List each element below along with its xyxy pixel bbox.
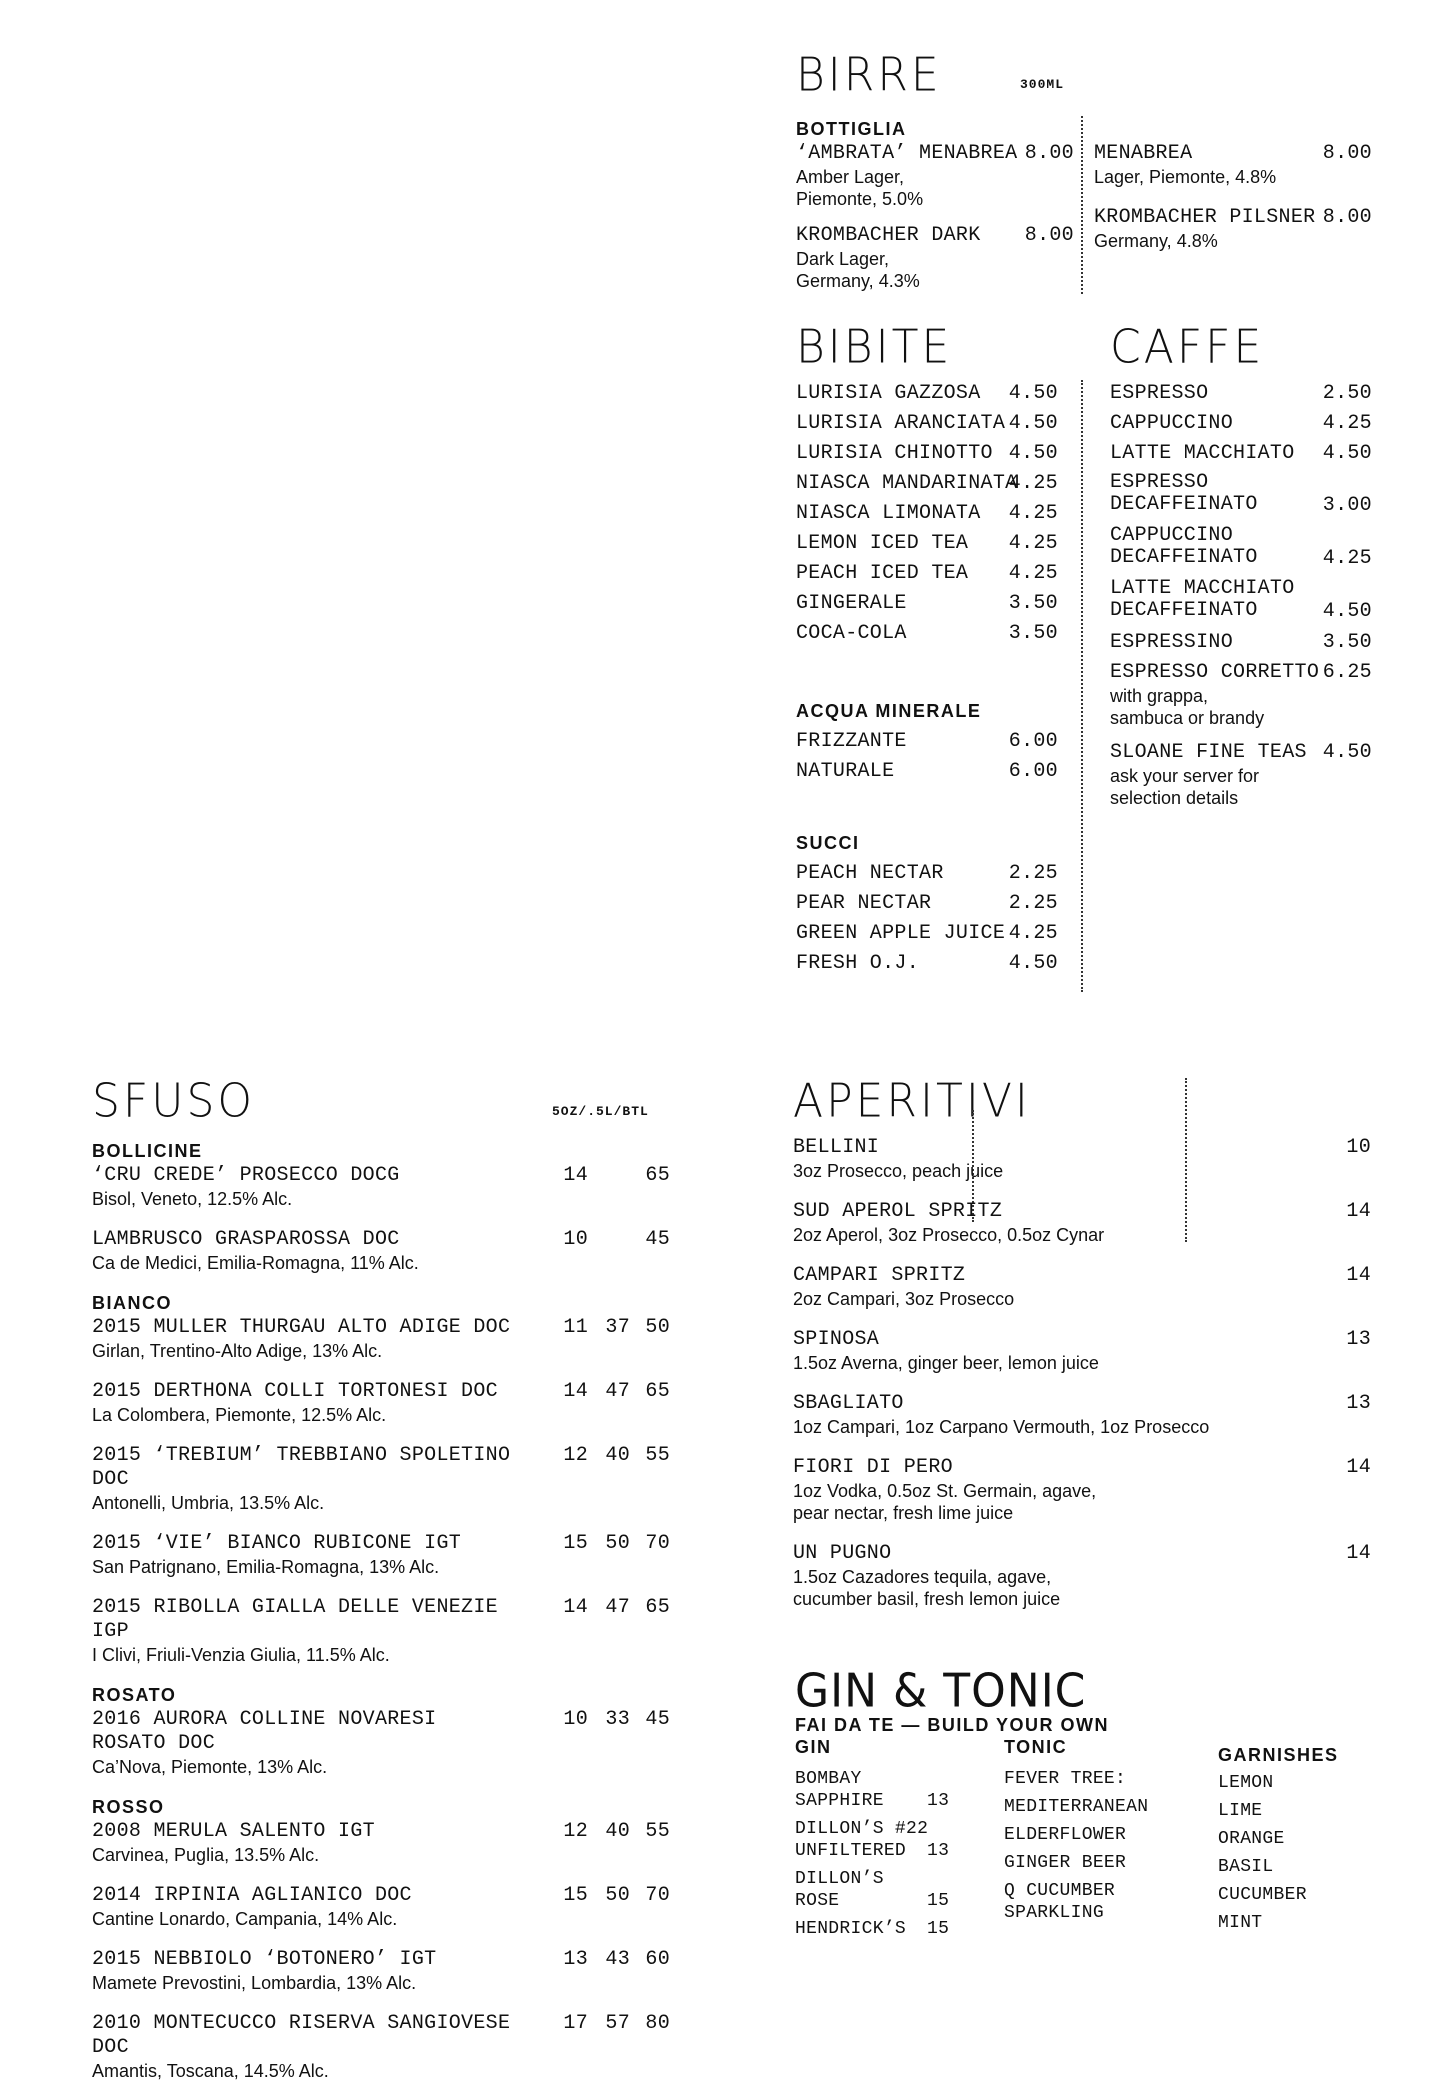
gin-price: 15 [927,1891,950,1911]
drink-name: PEACH ICED TEA [796,562,969,585]
wine-name: 2016 AURORA COLLINE NOVARESI ROSATO DOC [92,1708,437,1755]
drink-item [796,382,1058,412]
beer-name: ‘AMBRATA’ MENABREA [796,142,1018,165]
wine-price-5oz: 14 [563,1380,588,1403]
coffee-name: LATTE MACCHIATO [1110,577,1295,600]
coffee-name: DECAFFEINATO [1110,493,1258,516]
beer-item [1094,142,1372,188]
coffee-item [1110,661,1372,741]
aperitivo-item [793,1200,1371,1246]
wine-item [92,1228,670,1274]
gin-name: SAPPHIRE [795,1791,884,1811]
garnish-column [1218,1772,1358,1934]
wine-name: 2015 RIBOLLA GIALLA DELLE VENEZIE IGP [92,1596,498,1643]
wine-category-heading: ROSATO [92,1685,177,1705]
aperitivo-name: FIORI DI PERO [793,1456,953,1479]
drink-name: NATURALE [796,760,895,783]
wine-price-bottle: 80 [645,2012,670,2035]
coffee-name: CAPPUCCINO [1110,524,1234,547]
wine-price-5oz: 10 [563,1708,588,1731]
birre-size-note: 300ML [1020,77,1065,92]
wine-item [92,2012,670,2082]
coffee-price: 4.50 [1322,741,1372,764]
drink-price: 4.25 [1008,532,1058,555]
aperitivo-price: 13 [1346,1328,1371,1351]
garnishes-heading: GARNISHES [1218,1745,1339,1765]
wine-desc: Carvinea, Puglia, 13.5% Alc. [92,1845,320,1865]
wine-desc: Bisol, Veneto, 12.5% Alc. [92,1189,293,1209]
gin-item [795,1818,955,1868]
tonic-item: ELDERFLOWER [1004,1825,1127,1845]
wine-price-half-liter: 40 [605,1444,630,1467]
wine-item [92,1164,670,1210]
beer-desc: Lager, Piemonte, 4.8% [1094,167,1277,187]
garnish-item: BASIL [1218,1857,1274,1877]
drink-name: LURISIA CHINOTTO [796,442,993,465]
drink-name: GREEN APPLE JUICE [796,922,1006,945]
drink-item [796,562,1058,592]
coffee-price: 4.25 [1322,412,1372,435]
caffe-list [1110,382,1372,811]
coffee-desc: selection details [1110,788,1239,808]
coffee-name: ESPRESSO [1110,471,1209,494]
coffee-item [1110,525,1372,578]
aperitivi-list [793,1136,1371,1628]
wine-name: LAMBRUSCO GRASPAROSSA DOC [92,1228,400,1251]
sfuso-size-note: 5OZ/.5L/BTL [552,1104,649,1119]
tonic-item: SPARKLING [1004,1903,1104,1923]
wine-desc: Amantis, Toscana, 14.5% Alc. [92,2061,329,2081]
wine-price-half-liter: 40 [605,1820,630,1843]
gin-price: 15 [927,1919,950,1939]
coffee-item [1110,578,1372,631]
wine-category-heading: BIANCO [92,1293,172,1313]
wine-desc: Cantine Lonardo, Campania, 14% Alc. [92,1909,398,1929]
drink-item [796,760,1058,790]
drink-price: 2.25 [1008,892,1058,915]
wine-price-5oz: 15 [563,1532,588,1555]
aperitivo-item [793,1328,1371,1374]
aperitivo-price: 14 [1346,1264,1371,1287]
coffee-price: 2.50 [1322,382,1372,405]
wine-price-half-liter: 47 [605,1380,630,1403]
drink-price: 3.50 [1008,592,1058,615]
wine-price-bottle: 45 [645,1228,670,1251]
gin-name: DILLON’S #22 [795,1819,929,1839]
wine-price-bottle: 55 [645,1820,670,1843]
aperitivo-item [793,1264,1371,1310]
wine-item [92,1820,670,1866]
drink-item [796,502,1058,532]
coffee-price: 3.00 [1322,494,1372,517]
drink-item [796,952,1058,982]
wine-price-5oz: 14 [563,1164,588,1187]
wine-desc: La Colombera, Piemonte, 12.5% Alc. [92,1405,387,1425]
gin-name: BOMBAY [795,1769,862,1789]
drink-name: FRIZZANTE [796,730,907,753]
drink-price: 4.50 [1008,442,1058,465]
drink-price: 4.50 [1008,952,1058,975]
beer-price: 8.00 [1024,142,1074,165]
drink-name: COCA-COLA [796,622,907,645]
aperitivo-desc: 1.5oz Averna, ginger beer, lemon juice [793,1353,1099,1373]
aperitivo-price: 14 [1346,1456,1371,1479]
wine-name: ‘CRU CREDE’ PROSECCO DOCG [92,1164,400,1187]
drink-price: 4.25 [1008,922,1058,945]
gin-tonic-title: GIN & TONIC [795,1664,1087,1719]
wine-price-bottle: 60 [645,1948,670,1971]
wine-desc: Girlan, Trentino-Alto Adige, 13% Alc. [92,1341,383,1361]
aperitivo-desc: 2oz Aperol, 3oz Prosecco, 0.5oz Cynar [793,1225,1105,1245]
beer-desc: Piemonte, 5.0% [796,189,924,209]
beer-desc: Amber Lager, [796,167,905,187]
wine-name: 2014 IRPINIA AGLIANICO DOC [92,1884,412,1907]
wine-item [92,1532,670,1578]
garnish-item: ORANGE [1218,1829,1285,1849]
wine-item [92,1708,670,1778]
beer-price: 8.00 [1024,224,1074,247]
aperitivo-name: SBAGLIATO [793,1392,904,1415]
coffee-price: 3.50 [1322,631,1372,654]
aperitivo-price: 14 [1346,1542,1371,1565]
drink-name: PEAR NECTAR [796,892,932,915]
beer-price: 8.00 [1322,206,1372,229]
wine-price-5oz: 17 [563,2012,588,2035]
drink-item [796,442,1058,472]
coffee-price: 6.25 [1322,661,1372,684]
aperitivo-desc: pear nectar, fresh lime juice [793,1503,1014,1523]
coffee-name: CAPPUCCINO [1110,412,1234,435]
beer-item [1094,206,1372,252]
wine-price-bottle: 70 [645,1532,670,1555]
sfuso-title: SFUSO [92,1074,256,1129]
drink-name: LEMON ICED TEA [796,532,969,555]
wine-name: 2015 MULLER THURGAU ALTO ADIGE DOC [92,1316,511,1339]
drink-name: PEACH NECTAR [796,862,944,885]
coffee-desc: ask your server for [1110,766,1260,786]
aperitivo-name: SPINOSA [793,1328,880,1351]
wine-desc: Ca de Medici, Emilia-Romagna, 11% Alc. [92,1253,419,1273]
aperitivo-item [793,1136,1371,1182]
garnish-item: MINT [1218,1913,1263,1933]
coffee-item [1110,412,1372,442]
wine-price-half-liter: 33 [605,1708,630,1731]
wine-item [92,1948,670,1994]
gin-name: UNFILTERED [795,1841,907,1861]
wine-name: 2015 ‘TREBIUM’ TREBBIANO SPOLETINO DOC [92,1444,511,1491]
aperitivo-price: 10 [1346,1136,1371,1159]
coffee-name: SLOANE FINE TEAS [1110,741,1307,764]
wine-name: 2015 ‘VIE’ BIANCO RUBICONE IGT [92,1532,462,1555]
drink-price: 4.25 [1008,562,1058,585]
coffee-name: DECAFFEINATO [1110,546,1258,569]
bibite-title: BIBITE [796,320,953,375]
bibite-list [796,382,1058,652]
aperitivo-desc: cucumber basil, fresh lemon juice [793,1589,1061,1609]
beer-price: 8.00 [1322,142,1372,165]
drink-price: 4.25 [1008,472,1058,495]
acqua-list [796,730,1058,790]
coffee-name: LATTE MACCHIATO [1110,442,1295,465]
beer-name: MENABREA [1094,142,1193,165]
drink-item [796,412,1058,442]
aperitivo-name: BELLINI [793,1136,880,1159]
coffee-item [1110,631,1372,661]
drink-item [796,622,1058,652]
wine-price-5oz: 12 [563,1820,588,1843]
gin-item [795,1868,955,1918]
aperitivo-name: SUD APEROL SPRITZ [793,1200,1003,1223]
wine-desc: Antonelli, Umbria, 13.5% Alc. [92,1493,325,1513]
wine-name: 2015 DERTHONA COLLI TORTONESI DOC [92,1380,498,1403]
tonic-item: Q CUCUMBER [1004,1881,1116,1901]
drink-price: 3.50 [1008,622,1058,645]
aperitivo-desc: 3oz Prosecco, peach juice [793,1161,1004,1181]
drink-name: NIASCA MANDARINATA [796,472,1018,495]
wine-desc: I Clivi, Friuli-Venzia Giulia, 11.5% Alc. [92,1645,390,1665]
beer-desc: Dark Lager, [796,249,890,269]
drink-price: 2.25 [1008,862,1058,885]
wine-price-half-liter: 43 [605,1948,630,1971]
wine-price-bottle: 45 [645,1708,670,1731]
wine-price-5oz: 12 [563,1444,588,1467]
coffee-name: ESPRESSO [1110,382,1209,405]
gin-item [795,1918,955,1944]
caffe-title: CAFFE [1110,320,1265,375]
wine-price-bottle: 70 [645,1884,670,1907]
wine-price-half-liter: 47 [605,1596,630,1619]
drink-item [796,472,1058,502]
wine-price-bottle: 65 [645,1164,670,1187]
wine-item [92,1380,670,1426]
gin-price: 13 [927,1841,950,1861]
coffee-item [1110,741,1372,811]
drink-price: 6.00 [1008,760,1058,783]
wine-price-bottle: 55 [645,1444,670,1467]
garnish-item: LEMON [1218,1773,1274,1793]
aperitivi-title: APERITIVI [793,1074,1031,1129]
wine-name: 2008 MERULA SALENTO IGT [92,1820,375,1843]
coffee-name: DECAFFEINATO [1110,599,1258,622]
coffee-price: 4.25 [1322,547,1372,570]
gin-item [795,1768,955,1818]
wine-price-half-liter: 50 [605,1884,630,1907]
aperitivo-name: CAMPARI SPRITZ [793,1264,966,1287]
wine-price-half-liter: 37 [605,1316,630,1339]
wine-name: 2015 NEBBIOLO ‘BOTONERO’ IGT [92,1948,437,1971]
wine-item [92,1444,670,1514]
wine-category-heading: BOLLICINE [92,1141,203,1161]
gin-column [795,1736,955,1944]
beer-desc: Germany, 4.8% [1094,231,1218,251]
drink-item [796,862,1058,892]
drink-name: FRESH O.J. [796,952,920,975]
tonic-item: GINGER BEER [1004,1853,1127,1873]
gin-heading: GIN [795,1737,832,1757]
aperitivo-item [793,1456,1371,1524]
aperitivo-item [793,1542,1371,1610]
gin-name: DILLON’S [795,1869,884,1889]
bibite-divider [1081,380,1083,992]
aperitivo-price: 14 [1346,1200,1371,1223]
gin-tonic-subtitle: FAI DA TE — BUILD YOUR OWN [795,1715,1110,1735]
wine-price-bottle: 50 [645,1316,670,1339]
wine-desc: San Patrignano, Emilia-Romagna, 13% Alc. [92,1557,440,1577]
coffee-desc: with grappa, [1110,686,1209,706]
drink-item [796,730,1058,760]
wine-desc: Ca’Nova, Piemonte, 13% Alc. [92,1757,328,1777]
wine-price-bottle: 65 [645,1380,670,1403]
drink-item [796,892,1058,922]
wine-price-half-liter: 50 [605,1532,630,1555]
sfuso-wine-list [92,1140,670,2100]
wine-price-5oz: 10 [563,1228,588,1251]
beer-item [796,142,1074,210]
tonic-heading: TONIC [1004,1737,1068,1757]
drink-price: 6.00 [1008,730,1058,753]
aperitivo-desc: 1.5oz Cazadores tequila, agave, [793,1567,1052,1587]
garnish-item: CUCUMBER [1218,1885,1307,1905]
beer-name: KROMBACHER DARK [796,224,981,247]
wine-desc: Mamete Prevostini, Lombardia, 13% Alc. [92,1973,417,1993]
drink-price: 4.50 [1008,382,1058,405]
coffee-name: ESPRESSINO [1110,631,1234,654]
wine-category-heading: ROSSO [92,1797,165,1817]
drink-name: GINGERALE [796,592,907,615]
gin-name: HENDRICK’S [795,1919,907,1939]
wine-name: 2010 MONTECUCCO RISERVA SANGIOVESE DOC [92,2012,511,2059]
wine-item [92,1596,670,1666]
drink-name: LURISIA GAZZOSA [796,382,981,405]
drink-price: 4.50 [1008,412,1058,435]
wine-item [92,1884,670,1930]
aperitivo-name: UN PUGNO [793,1542,892,1565]
wine-price-5oz: 15 [563,1884,588,1907]
succi-list [796,862,1058,982]
gin-name: ROSE [795,1891,840,1911]
aperitivo-desc: 1oz Vodka, 0.5oz St. Germain, agave, [793,1481,1097,1501]
wine-price-5oz: 14 [563,1596,588,1619]
drink-item [796,532,1058,562]
drink-item [796,922,1058,952]
aperitivo-desc: 1oz Campari, 1oz Carpano Vermouth, 1oz Prosecco [793,1417,1210,1437]
coffee-item [1110,382,1372,412]
aperitivo-item [793,1392,1371,1438]
tonic-item: FEVER TREE: [1004,1769,1127,1789]
wine-price-half-liter: 57 [605,2012,630,2035]
coffee-price: 4.50 [1322,442,1372,465]
birre-divider [1081,116,1083,294]
coffee-item [1110,442,1372,472]
wine-price-bottle: 65 [645,1596,670,1619]
wine-price-5oz: 11 [563,1316,588,1339]
wine-item [92,1316,670,1362]
aperitivo-price: 13 [1346,1392,1371,1415]
birre-left-column [796,142,1074,292]
tonic-column [1004,1736,1184,1924]
drink-price: 4.25 [1008,502,1058,525]
drink-item [796,592,1058,622]
beer-item [796,224,1074,292]
birre-right-column [1094,142,1372,252]
birre-bottiglia-heading: BOTTIGLIA [796,119,907,139]
birre-title: BIRRE [796,48,942,103]
coffee-name: ESPRESSO CORRETTO [1110,661,1320,684]
acqua-heading: ACQUA MINERALE [796,701,982,721]
gin-price: 13 [927,1791,950,1811]
garnish-item: LIME [1218,1801,1263,1821]
coffee-item [1110,472,1372,525]
tonic-item: MEDITERRANEAN [1004,1797,1149,1817]
drink-name: LURISIA ARANCIATA [796,412,1006,435]
beer-name: KROMBACHER PILSNER [1094,206,1316,229]
coffee-price: 4.50 [1322,600,1372,623]
succi-heading: SUCCI [796,833,860,853]
coffee-desc: sambuca or brandy [1110,708,1265,728]
wine-price-5oz: 13 [563,1948,588,1971]
beer-desc: Germany, 4.3% [796,271,920,291]
aperitivo-desc: 2oz Campari, 3oz Prosecco [793,1289,1015,1309]
drink-name: NIASCA LIMONATA [796,502,981,525]
